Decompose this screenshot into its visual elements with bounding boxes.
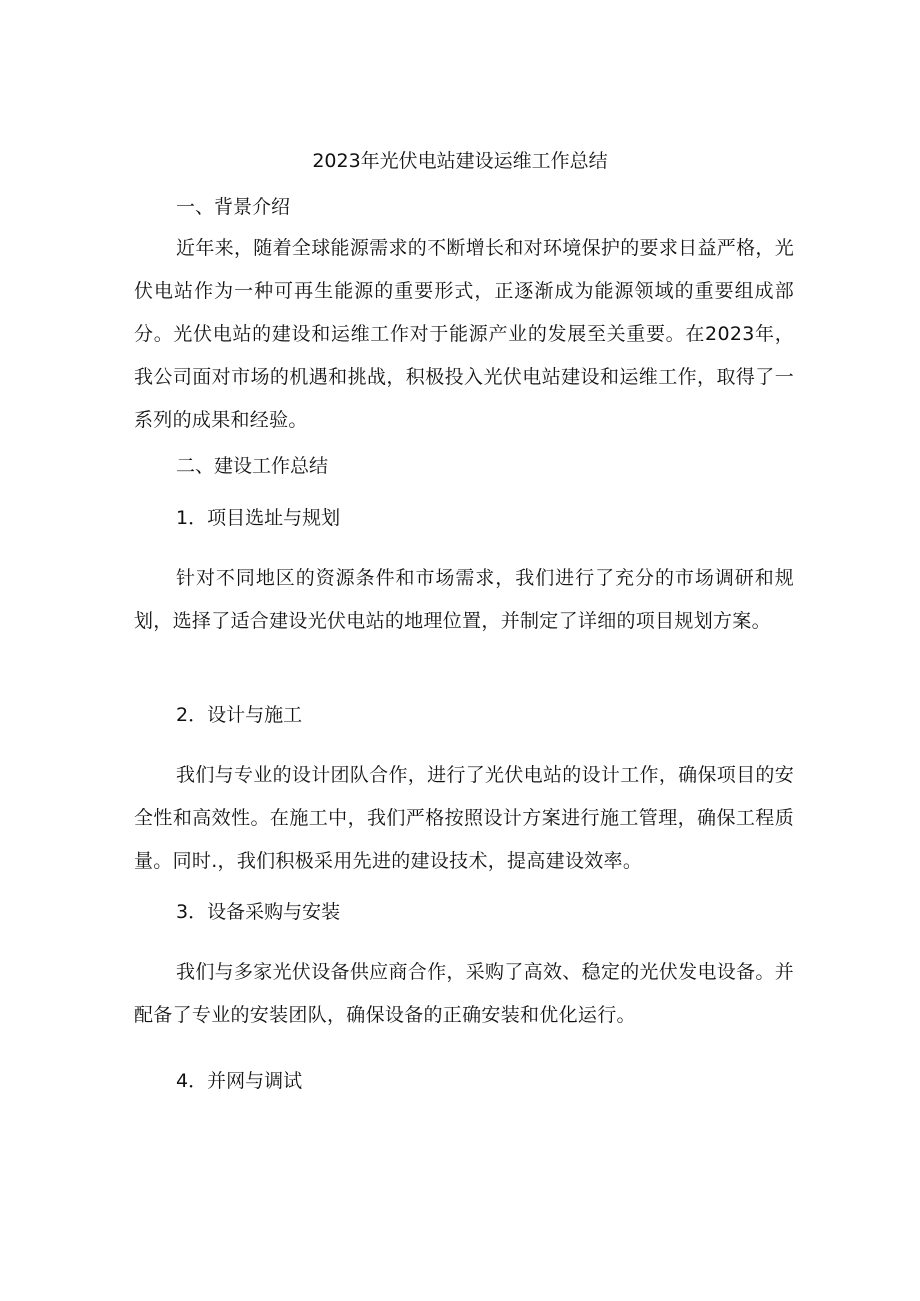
section-heading-background: 一、背景介绍	[176, 196, 291, 218]
paragraph-site-selection: 针对不同地区的资源条件和市场需求，我们进行了充分的市场调研和规划，选择了适合建设光伏电站的地理位置，并制定了详细的项目规划方案。	[134, 567, 794, 632]
subheading-equipment: 3．设备采购与安装	[176, 901, 341, 923]
subheading-site-selection: 1．项目选址与规划	[176, 507, 341, 529]
paragraph-equipment: 我们与多家光伏设备供应商合作，采购了高效、稳定的光伏发电设备。并配备了专业的安装团队，确保设备的正确安装和优化运行。	[134, 961, 794, 1026]
document-title: 2023年光伏电站建设运维工作总结	[312, 150, 608, 172]
section-heading-construction: 二、建设工作总结	[176, 455, 329, 477]
subheading-grid-connection: 4．并网与调试	[176, 1070, 303, 1092]
subheading-design-construction: 2．设计与施工	[176, 704, 303, 726]
paragraph-background: 近年来，随着全球能源需求的不断增长和对环境保护的要求日益严格，光伏电站作为一种可再生能源的重要形式，正逐渐成为能源领域的重要组成部分。光伏电站的建设和运维工作对于能源产业的发展至关重要。在2023年，我公司面对市场的机遇和挑战，积极投入光伏电站建设和运维工作，取得了一系列的成果和经验。	[134, 237, 794, 431]
paragraph-design-construction: 我们与专业的设计团队合作，进行了光伏电站的设计工作，确保项目的安全性和高效性。在施工中，我们严格按照设计方案进行施工管理，确保工程质量。同时.，我们积极采用先进的建设技术，提高建设效率。	[134, 764, 794, 872]
